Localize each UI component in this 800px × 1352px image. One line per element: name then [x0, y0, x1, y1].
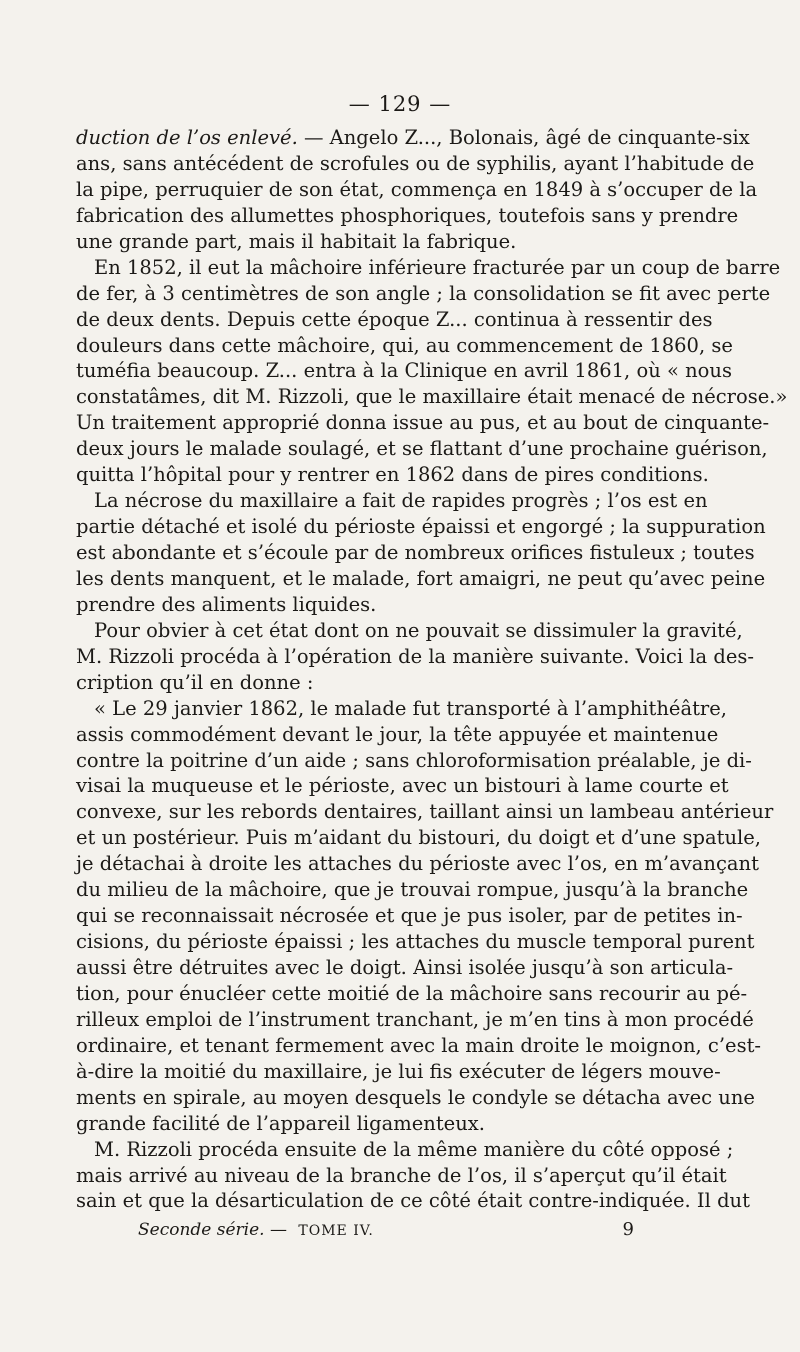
line-text: de fer, à 3 centimètres de son angle ; la consolidation se fit avec perte [76, 281, 771, 305]
text-line [76, 799, 774, 825]
text-line [76, 670, 698, 696]
text-line [76, 929, 755, 955]
line-text: deux jours le malade soulagé, et se flattant d’une prochaine guérison, [76, 437, 768, 461]
text-line [76, 773, 729, 799]
line-text: la pipe, perruquier de son état, commença en 1849 à s’occuper de la [76, 177, 758, 201]
line-text: visai la muqueuse et le périoste, avec un bistouri à lame courte et [76, 774, 729, 798]
text-line [76, 151, 755, 177]
line-text: ans, sans antécédent de scrofules ou de syphilis, ayant l’habitude de [76, 151, 755, 175]
line-text: cription qu’il en donne : [76, 670, 314, 694]
text-line [76, 1007, 754, 1033]
line-text: est abondante et s’écoule par de nombreux orifices fistuleux ; toutes [76, 541, 755, 564]
footer-series: Seconde série. [138, 1220, 265, 1240]
italic-run: duction de l’os enlevé. [76, 126, 298, 149]
text-line [76, 125, 750, 151]
text-line [76, 1033, 762, 1059]
text-line [76, 618, 743, 644]
footer-dash: — [264, 1220, 293, 1240]
text-line [76, 281, 771, 307]
text-line [76, 384, 788, 410]
line-text: ments en spirale, au moyen desquels le condyle se détacha avec une [76, 1085, 755, 1109]
text-line [76, 1188, 750, 1214]
page-footer [138, 1218, 638, 1242]
line-text: du milieu de la mâchoire, que je trouvai rompue, jusqu’à la branche [76, 878, 749, 902]
line-text: convexe, sur les rebords dentaires, taillant ainsi un lambeau antérieur [76, 800, 774, 824]
line-text: les dents manquent, et le malade, fort amaigri, ne peut qu’avec peine [76, 566, 766, 590]
line-text: qui se reconnaissait nécrosée et que je pus isoler, par de petites in- [76, 904, 743, 928]
text-line [76, 514, 766, 540]
text-line [76, 255, 781, 281]
line-text: prendre des aliments liquides. [76, 592, 377, 616]
text-line [76, 333, 733, 359]
line-text: grande facilité de l’appareil ligamenteux. [76, 1111, 485, 1135]
text-line [76, 955, 734, 981]
text-line [76, 1137, 734, 1163]
text-line [76, 566, 766, 592]
line-text: rilleux emploi de l’instrument tranchant, je m’en tins à mon procédé [76, 1007, 754, 1031]
line-text: fabrication des allumettes phosphoriques, toutefois sans y prendre [76, 203, 739, 227]
text-line [76, 488, 708, 514]
line-text: sain et que la désarticulation de ce côté était contre-indiquée. Il dut [76, 1189, 750, 1213]
text-line [76, 358, 732, 384]
line-text: M. Rizzoli procéda ensuite de la même manière du côté opposé ; [94, 1137, 734, 1161]
text-line [76, 1163, 727, 1189]
page-body-text [76, 125, 788, 1214]
text-line [76, 229, 698, 255]
text-line [76, 644, 754, 670]
footer-signature-mark: 9 [622, 1219, 634, 1240]
line-text: tuméfia beaucoup. Z... entra à la Clinique en avril 1861, où « nous [76, 359, 732, 383]
line-text: je détachai à droite les attaches du périoste avec l’os, en m’avançant [76, 852, 759, 876]
text-line [76, 592, 698, 618]
text-line [76, 410, 770, 436]
text-line [76, 903, 743, 929]
line-text: de deux dents. Depuis cette époque Z... continua à ressentir des [76, 307, 713, 331]
text-line [76, 825, 761, 851]
text-line [76, 307, 713, 333]
line-text: contre la poitrine d’un aide ; sans chloroformisation préalable, je di- [76, 748, 752, 772]
text-line [76, 877, 749, 903]
line-text: « Le 29 janvier 1862, le malade fut transporté à l’amphithéâtre, [94, 696, 727, 720]
line-text: douleurs dans cette mâchoire, qui, au commencement de 1860, se [76, 333, 733, 357]
text-line [76, 851, 759, 877]
line-text: partie détaché et isolé du périoste épaissi et engorgé ; la suppuration [76, 515, 766, 539]
line-text: ordinaire, et tenant fermement avec la main droite le moignon, c’est- [76, 1033, 762, 1057]
text-line [76, 1111, 698, 1137]
line-text: Un traitement approprié donna issue au pus, et au bout de cinquante- [76, 411, 770, 435]
line-text: En 1852, il eut la mâchoire inférieure fracturée par un coup de barre [94, 255, 781, 279]
text-line [76, 540, 755, 566]
line-text: à-dire la moitié du maxillaire, je lui fis exécuter de légers mouve- [76, 1059, 721, 1083]
line-text: et un postérieur. Puis m’aidant du bistouri, du doigt et d’une spatule, [76, 826, 761, 850]
line-text: M. Rizzoli procéda à l’opération de la manière suivante. Voici la des- [76, 644, 754, 668]
line-text: La nécrose du maxillaire a fait de rapides progrès ; l’os est en [94, 489, 708, 513]
line-text: assis commodément devant le jour, la tête appuyée et maintenue [76, 722, 719, 746]
text-line [76, 462, 709, 488]
footer-tome: TOME IV. [298, 1223, 374, 1239]
line-text: tion, pour énucléer cette moitié de la mâchoire sans recourir au pé- [76, 981, 748, 1005]
line-text: aussi être détruites avec le doigt. Ainsi isolée jusqu’à son articula- [76, 956, 734, 979]
text-line [76, 177, 758, 203]
text-line [76, 1085, 755, 1111]
line-text: cisions, du périoste épaissi ; les attaches du muscle temporal purent [76, 930, 755, 954]
line-text: mais arrivé au niveau de la branche de l’os, il s’aperçut qu’il était [76, 1163, 727, 1187]
text-line [76, 981, 748, 1007]
line-text: une grande part, mais il habitait la fabrique. [76, 229, 517, 253]
line-text: — Angelo Z..., Bolonais, âgé de cinquante-six [297, 126, 750, 149]
text-line [76, 203, 739, 229]
line-text: quitta l’hôpital pour y rentrer en 1862 dans de pires conditions. [76, 463, 709, 487]
text-line [76, 696, 727, 722]
text-line [76, 748, 752, 774]
text-line [76, 1059, 721, 1085]
line-text: Pour obvier à cet état dont on ne pouvait se dissimuler la gravité, [94, 618, 743, 642]
text-line [76, 436, 768, 462]
page-number-header: — 129 — [348, 92, 452, 116]
line-text: constatâmes, dit M. Rizzoli, que le maxillaire était menacé de nécrose.» [76, 385, 788, 409]
text-line [76, 722, 719, 748]
